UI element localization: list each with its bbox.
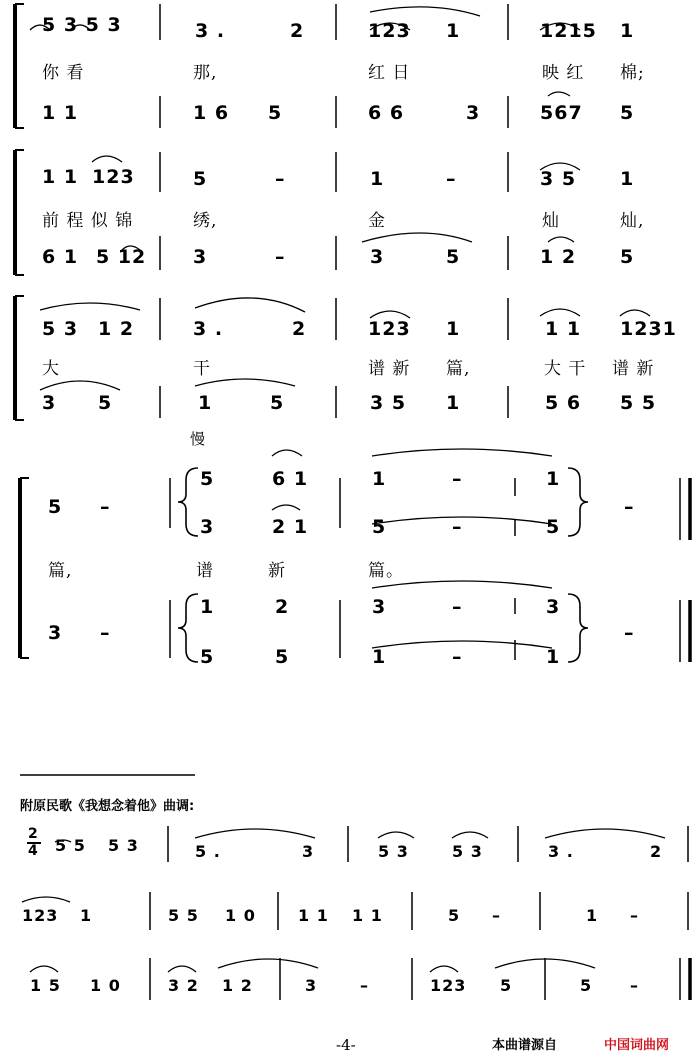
s2-lower-m3b: 5 — [446, 246, 461, 268]
s2-lyric-1: 前 程 似 锦 — [42, 211, 134, 231]
s1-upper-m4a: 1215 — [540, 20, 597, 42]
a3-m1b: 1 0 — [90, 976, 121, 995]
s4-lower2-m4a: 1 — [546, 646, 561, 668]
a2-m4a: 5 — [448, 906, 461, 925]
s1-lyric-5: 棉; — [620, 63, 645, 83]
s3-lower-m1b: 5 — [98, 392, 113, 414]
s1-upper-m4b: 1 — [620, 20, 635, 42]
s3-lyric-1: 大 — [42, 359, 60, 379]
s4-lyric-2: 谱 — [196, 561, 214, 581]
s4-lyric-3: 新 — [268, 561, 286, 581]
s4-upper-m1a: 5 — [48, 496, 63, 518]
a3-m5b: – — [630, 976, 639, 995]
a3-m3b: – — [360, 976, 369, 995]
s4-lower2-m2b: 5 — [275, 646, 290, 668]
s2-upper-m1a: 1 1 — [42, 166, 79, 188]
s2-upper-m4a: 3 5 — [540, 168, 577, 190]
a3-m3a: 3 — [305, 976, 318, 995]
s1-lyric-1: 你 看 — [42, 63, 85, 83]
a2-m3b: 1 1 — [352, 906, 383, 925]
s1-lower-m1: 1 1 — [42, 102, 79, 124]
s1-upper-m1: 5 3 5 3 — [42, 14, 122, 36]
s1-upper-m3b: 1 — [446, 20, 461, 42]
s1-lyric-2: 那, — [193, 63, 218, 83]
tempo-marking: 慢 — [190, 430, 207, 448]
s3-upper-m4a: 1 1 — [545, 318, 582, 340]
s1-lower-m2a: 1 6 — [193, 102, 230, 124]
s3-lyric-4: 篇, — [446, 359, 471, 379]
s4-upper-m1b: – — [100, 496, 111, 518]
s4-upper-m2a: 5 — [200, 468, 215, 490]
s4-lower-m3a: 3 — [372, 596, 387, 618]
s1-lyric-4: 映 红 — [542, 63, 585, 83]
s4-lower-m1a: 3 — [48, 622, 63, 644]
s2-lower-m2b: – — [275, 246, 286, 268]
s1-lyric-3: 红 日 — [368, 63, 411, 83]
a3-m1a: 1 5 — [30, 976, 61, 995]
a2-m1b: 1 — [80, 906, 93, 925]
a1-m2b: 3 — [302, 842, 315, 861]
s2-lower-m2a: 3 — [193, 246, 208, 268]
a2-m1a: 123 — [22, 906, 59, 925]
s3-lower-m4b: 5 5 — [620, 392, 657, 414]
a3-m5a: 5 — [580, 976, 593, 995]
s1-upper-m2b: 2 — [290, 20, 305, 42]
s2-lyric-5: 灿, — [620, 211, 645, 231]
s3-lower-m2a: 1 — [198, 392, 213, 414]
a1-m2a: 5 . — [195, 842, 221, 861]
s3-upper-m1b: 1 2 — [98, 318, 135, 340]
s2-upper-m3a: 1 — [370, 168, 385, 190]
s4-upper-m4a: 1 — [546, 468, 561, 490]
s2-lyric-3: 金 — [368, 211, 386, 231]
s4-upper2-m3a: 5 — [372, 516, 387, 538]
s2-lyric-4: 灿 — [542, 211, 560, 231]
s3-lower-m3a: 3 5 — [370, 392, 407, 414]
source-label: 本曲谱源自 — [492, 1038, 558, 1053]
a3-m2b: 1 2 — [222, 976, 253, 995]
s3-upper-m3a: 123 — [368, 318, 411, 340]
s1-upper-m2a: 3 . — [195, 20, 226, 42]
s4-lyric-4: 篇。 — [368, 561, 404, 581]
s1-lower-m4a: 567 — [540, 102, 583, 124]
s3-upper-m1a: 5 3 — [42, 318, 79, 340]
site-label[interactable]: 中国词曲网 — [604, 1038, 670, 1053]
s3-lyric-6: 谱 新 — [612, 359, 655, 379]
s4-upper-m3a: 1 — [372, 468, 387, 490]
s2-lower-m3a: 3 — [370, 246, 385, 268]
a3-m4a: 123 — [430, 976, 467, 995]
a2-m5b: – — [630, 906, 639, 925]
s4-lower-m5: – — [624, 622, 635, 644]
s1-upper-m3a: 123 — [368, 20, 411, 42]
a1-m4a: 3 . — [548, 842, 574, 861]
s3-lower-m4a: 5 6 — [545, 392, 582, 414]
s3-lower-m2b: 5 — [270, 392, 285, 414]
s4-lower-m2b: 2 — [275, 596, 290, 618]
page-number: -4- — [336, 1036, 356, 1054]
s2-lyric-2: 绣, — [193, 211, 218, 231]
a2-m2b: 1 0 — [225, 906, 256, 925]
s2-upper-m2a: 5 — [193, 168, 208, 190]
s1-lower-m2b: 5 — [268, 102, 283, 124]
s4-upper-m3b: – — [452, 468, 463, 490]
s3-lyric-5: 大 干 — [544, 359, 587, 379]
s4-lower2-m3a: 1 — [372, 646, 387, 668]
s3-upper-m3b: 1 — [446, 318, 461, 340]
s2-lower-m1a: 6 1 — [42, 246, 79, 268]
s4-lower2-m2a: 5 — [200, 646, 215, 668]
appendix-heading: 附原民歌《我想念着他》曲调: — [20, 799, 195, 814]
a3-m2a: 3 2 — [168, 976, 199, 995]
s3-lyric-2: 干 — [193, 359, 211, 379]
a1-m3b: 5 3 — [452, 842, 483, 861]
s4-lyric-1: 篇, — [48, 561, 73, 581]
a2-m5a: 1 — [586, 906, 599, 925]
s2-upper-m4b: 1 — [620, 168, 635, 190]
a1-m1a: 5 5 — [55, 836, 86, 855]
a3-m4b: 5 — [500, 976, 513, 995]
s4-lower-m3b: – — [452, 596, 463, 618]
s3-upper-m2b: 2 — [292, 318, 307, 340]
s4-lower-m1b: – — [100, 622, 111, 644]
s2-lower-m1b: 5 12 — [96, 246, 147, 268]
s3-lower-m1a: 3 — [42, 392, 57, 414]
s4-upper2-m2a: 3 — [200, 516, 215, 538]
s3-upper-m2a: 3 . — [193, 318, 224, 340]
s4-upper2-m3b: – — [452, 516, 463, 538]
s2-lower-m4a: 1 2 — [540, 246, 577, 268]
s3-lower-m3b: 1 — [446, 392, 461, 414]
s2-upper-m3b: – — [446, 168, 457, 190]
s2-upper-m1b: 123 — [92, 166, 135, 188]
s1-lower-m4b: 5 — [620, 102, 635, 124]
a2-m4b: – — [492, 906, 501, 925]
time-signature-top: 2 — [28, 826, 39, 842]
a2-m2a: 5 5 — [168, 906, 199, 925]
s4-upper2-m4a: 5 — [546, 516, 561, 538]
s4-lower2-m3b: – — [452, 646, 463, 668]
a1-m3a: 5 3 — [378, 842, 409, 861]
s2-upper-m2b: – — [275, 168, 286, 190]
s1-lower-m3b: 3 — [466, 102, 481, 124]
s3-upper-m4b: 1231 — [620, 318, 677, 340]
a2-m3a: 1 1 — [298, 906, 329, 925]
s4-upper-m5: – — [624, 496, 635, 518]
s1-lower-m3a: 6 6 — [368, 102, 405, 124]
s4-upper2-m2b: 2 1 — [272, 516, 309, 538]
s4-lower-m4a: 3 — [546, 596, 561, 618]
time-signature-bottom: 4 — [28, 843, 39, 859]
a1-m4b: 2 — [650, 842, 663, 861]
s4-upper-m2b: 6 1 — [272, 468, 309, 490]
s4-lower-m2a: 1 — [200, 596, 215, 618]
s3-lyric-3: 谱 新 — [368, 359, 411, 379]
a1-m1b: 5 3 — [108, 836, 139, 855]
s2-lower-m4b: 5 — [620, 246, 635, 268]
